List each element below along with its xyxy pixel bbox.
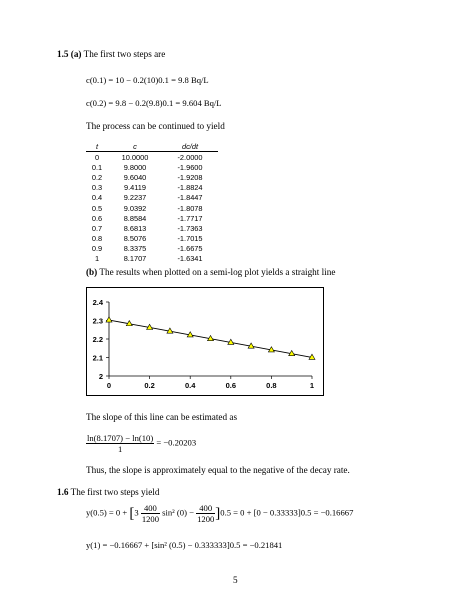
table-row	[86, 234, 218, 244]
continue-text: The process can be continued to yield	[86, 121, 225, 131]
fraction-1-numerator: 400	[141, 503, 160, 514]
y-tick-label: 2.3	[92, 316, 103, 326]
cell-c: 8.8584	[123, 213, 147, 223]
slope-fraction	[86, 433, 154, 454]
cell-c: 9.2237	[123, 193, 147, 203]
x-tick-label: 0.8	[266, 381, 277, 390]
section-intro: The first two steps are	[83, 49, 166, 59]
data-point	[106, 317, 112, 322]
cell-t: 0	[94, 152, 100, 162]
table-row	[86, 244, 218, 254]
part-b-label: (b)	[86, 267, 98, 277]
column-header-t: t	[86, 141, 108, 152]
eq-y05-a: 3	[134, 507, 139, 518]
part-b-description: The results when plotted on a semi-log plot yields a straight line	[99, 267, 336, 277]
cell-dcdt: -1.8447	[177, 193, 203, 203]
y-tick-label: 2.4	[92, 298, 103, 307]
cell-c: 10.0000	[121, 152, 149, 162]
column-header-c: c	[108, 141, 162, 152]
cell-c: 9.4119	[123, 183, 147, 193]
cell-c: 8.3375	[123, 244, 147, 254]
y-tick-label: 2	[98, 372, 103, 381]
cell-dcdt: -1.8078	[177, 203, 203, 213]
page-number: 5	[233, 575, 238, 585]
cell-t: 0.6	[91, 213, 103, 223]
cell-dcdt: -1.7015	[177, 234, 203, 244]
x-tick-label: 0.2	[144, 381, 155, 390]
cell-t: 0.9	[91, 244, 103, 254]
section-number: 1.5	[57, 49, 69, 59]
cell-dcdt: -2.0000	[177, 152, 203, 162]
section-1-6-heading	[57, 487, 159, 498]
table-row	[86, 193, 218, 203]
cell-c: 8.1707	[123, 254, 147, 264]
table-row	[86, 223, 218, 233]
slope-denominator: 1	[117, 444, 123, 454]
cell-t: 0.2	[91, 172, 103, 182]
cell-c: 8.5076	[123, 234, 147, 244]
close-bracket: ]	[215, 505, 221, 522]
part-a-label: (a)	[70, 49, 82, 59]
table-row	[86, 172, 218, 182]
cell-dcdt: -1.7717	[177, 213, 203, 223]
equation-c01: c(0.1) = 10 − 0.2(10)0.1 = 9.8 Bq/L	[86, 75, 209, 85]
slope-numerator: ln(8.1707) − ln(10)	[87, 433, 154, 443]
cell-c: 9.0392	[123, 203, 147, 213]
cell-dcdt: -1.9600	[177, 162, 203, 172]
cell-t: 1	[94, 254, 100, 264]
fraction-2	[196, 503, 215, 524]
cell-c: 9.8000	[123, 162, 147, 172]
table-row	[86, 162, 218, 172]
section-intro: The first two steps yield	[70, 487, 160, 497]
x-tick-label: 0.4	[184, 381, 196, 390]
y-tick-label: 2.1	[92, 353, 103, 363]
equation-y1: y(1) = −0.16667 + [sin² (0.5) − 0.333333]0.5 = −0.21841	[86, 540, 283, 550]
results-table	[86, 141, 218, 264]
table-body	[86, 152, 218, 265]
fraction-1-denominator: 1200	[141, 514, 159, 524]
x-tick-label: 0.6	[225, 381, 237, 390]
cell-dcdt: -1.8824	[177, 183, 203, 193]
table-row	[86, 254, 218, 264]
table-header-row	[86, 141, 218, 152]
section-1-5-heading	[57, 49, 165, 60]
equation-c02: c(0.2) = 9.8 − 0.2(9.8)0.1 = 9.604 Bq/L	[86, 98, 222, 108]
cell-dcdt: -1.6675	[177, 244, 203, 254]
table-row	[86, 183, 218, 193]
table-row	[86, 152, 218, 163]
section-number: 1.6	[57, 487, 69, 497]
slope-equation	[86, 433, 196, 454]
open-bracket: [	[129, 505, 135, 522]
cell-t: 0.5	[91, 203, 103, 213]
cell-t: 0.7	[91, 223, 103, 233]
table-row	[86, 213, 218, 223]
cell-dcdt: -1.6341	[177, 254, 203, 264]
fraction-2-numerator: 400	[196, 503, 215, 514]
fraction-1	[141, 503, 160, 524]
semi-log-chart-frame	[86, 287, 324, 396]
slope-text: The slope of this line can be estimated as	[86, 412, 238, 422]
cell-dcdt: -1.9208	[177, 172, 203, 182]
semi-log-chart	[87, 288, 323, 395]
eq-y05-mid: sin² (0) −	[162, 507, 194, 518]
cell-t: 0.8	[91, 234, 103, 244]
thus-text: Thus, the slope is approximately equal to the negative of the decay rate.	[86, 465, 350, 475]
fraction-2-denominator: 1200	[197, 514, 215, 524]
cell-t: 0.1	[91, 162, 103, 172]
y-tick-label: 2.2	[92, 335, 103, 344]
table-row	[86, 203, 218, 213]
part-b-text	[86, 267, 335, 278]
equation-y05	[86, 503, 353, 524]
eq-y05-lhs: y(0.5) = 0 +	[86, 507, 130, 518]
eq-y05-rhs: 0.5 = 0 + [0 − 0.33333]0.5 = −0.16667	[220, 507, 354, 518]
cell-t: 0.4	[91, 193, 103, 203]
slope-result: = −0.20203	[156, 437, 197, 448]
cell-c: 9.6040	[123, 172, 147, 182]
cell-c: 8.6813	[123, 223, 147, 233]
column-header-dcdt: dc/dt	[162, 141, 218, 152]
cell-t: 0.3	[91, 183, 103, 193]
x-tick-label: 1	[309, 381, 315, 390]
cell-dcdt: -1.7363	[177, 223, 203, 233]
x-tick-label: 0	[106, 381, 112, 390]
